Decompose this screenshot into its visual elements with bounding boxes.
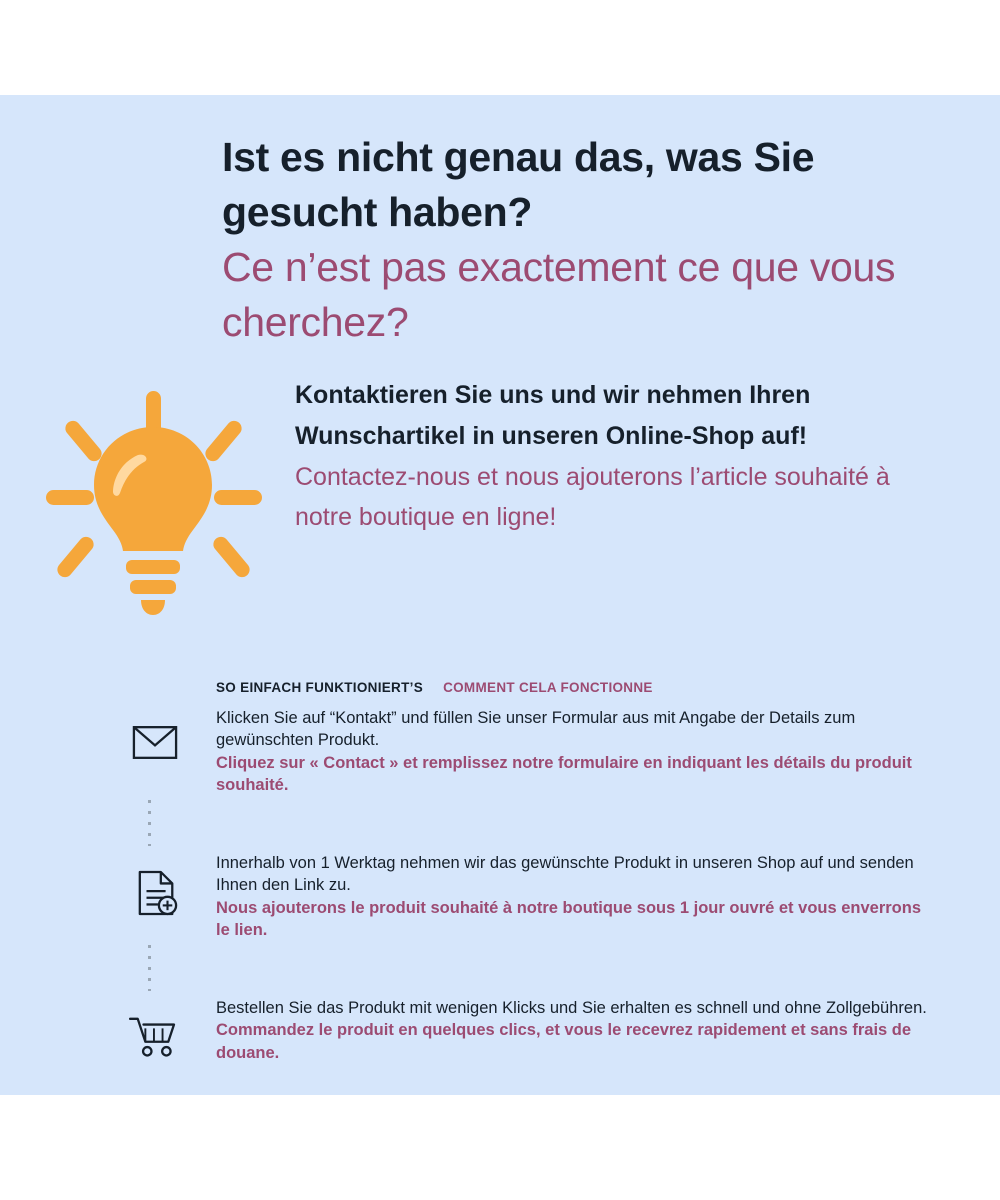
shopping-cart-icon <box>0 997 216 1057</box>
headline-fr: Ce n’est pas exactement ce que vous cherchez? <box>222 243 896 345</box>
promo-banner <box>0 95 1000 1095</box>
step-de: Klicken Sie auf “Kontakt” und füllen Sie unser Formular aus mit Angabe der Details zum gewünschten Produkt. <box>216 709 856 750</box>
steps-heading-fr: COMMENT CELA FONCTIONNE <box>443 680 653 695</box>
intro-fr: Contactez-nous et nous ajouterons l’article souhaité à notre boutique en ligne! <box>295 462 890 532</box>
intro-text-block <box>295 375 915 538</box>
step-text <box>216 852 1000 941</box>
steps-list <box>0 707 1000 1064</box>
step-connector <box>0 796 1000 852</box>
step-text <box>216 707 1000 796</box>
list-item <box>0 852 1000 941</box>
step-fr: Nous ajouterons le produit souhaité à notre boutique sous 1 jour ouvré et vous enverrons le lien. <box>216 898 922 939</box>
step-fr: Commandez le produit en quelques clics, et vous le recevrez rapidement et sans frais de douane. <box>216 1021 912 1062</box>
headline-de: Ist es nicht genau das, was Sie gesucht haben? <box>222 134 815 235</box>
step-connector <box>0 941 1000 997</box>
list-item <box>0 997 1000 1064</box>
envelope-icon <box>0 707 216 760</box>
headline-block <box>222 130 922 350</box>
steps-heading <box>216 680 653 695</box>
steps-heading-de: SO EINFACH FUNKTIONIERT’S <box>216 680 424 695</box>
step-text <box>216 997 1000 1064</box>
step-de: Innerhalb von 1 Werktag nehmen wir das gewünschte Produkt in unseren Shop auf und senden Ihnen den Link zu. <box>216 854 914 895</box>
step-de: Bestellen Sie das Produkt mit wenigen Klicks und Sie erhalten es schnell und ohne Zollgebühren. <box>216 999 927 1018</box>
lightbulb-icon <box>38 385 268 635</box>
step-fr: Cliquez sur « Contact » et remplissez notre formulaire en indiquant les détails du produit souhaité. <box>216 753 912 794</box>
document-add-icon <box>0 852 216 916</box>
intro-de: Kontaktieren Sie uns und wir nehmen Ihren Wunschartikel in unseren Online-Shop auf! <box>295 381 811 450</box>
list-item <box>0 707 1000 796</box>
